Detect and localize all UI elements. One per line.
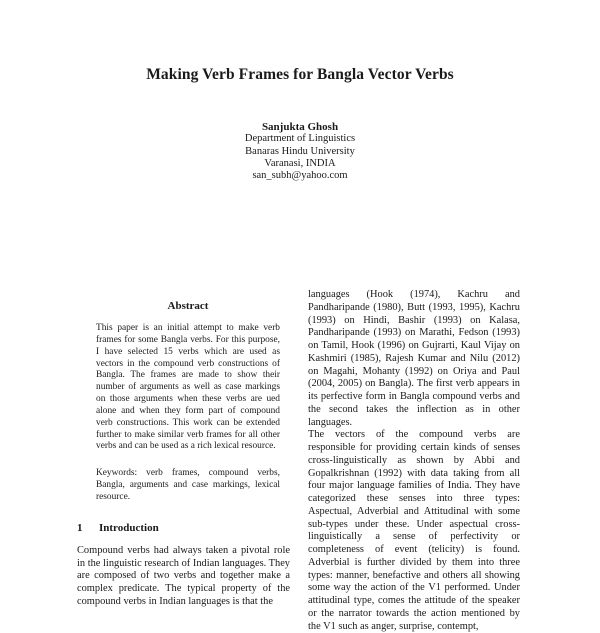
right-column-paragraph-1: languages (Hook (1974), Kachru and Pandharipande (1980), Butt (1993, 1995), Kachru (1993) on Hindi, Bashir (1993) on Kalasa, Pandharipande (1993) on Marathi, Fedson (1993) on Tamil, Hook (1996) on Gujrarti, Kaul Vijay on Kashmiri (1985), Rajesh Kumar and Nilu (2012) on Magahi, Mohanty (1992) on Oriya and Paul (2004, 2005) on Bangla). The first verb appears in its perfective form in Bangla compound verbs and the second takes the inflection as in other languages. (308, 289, 520, 428)
section-title: Introduction (99, 522, 159, 534)
section-number: 1 (77, 522, 83, 534)
abstract-keywords-block (96, 468, 280, 504)
right-column-paragraph-2: The vectors of the compound verbs are responsible for providing certain kinds of senses cross-linguistically as shown by Abbi and Gopalkrishnan (1992) with data taking from all four major language families of India. They have categorized these senses into three types: Aspectual, Adverbial and Attitudinal with some sub-types under these. Under aspectual cross-linguistically a sense of perfectivity or completeness of event (telicity) is found. Adverbial is further divided by them into three types: manner, benefactive and others all showing some way the action of the V1 performed. Under attitudinal type, comes the attitude of the speaker or the narrator towards the action mentioned by the V1 such as anger, surprise, contempt, (308, 429, 520, 632)
author-location: Varanasi, INDIA (264, 157, 336, 169)
abstract-keywords: Keywords: verb frames, compound verbs, Bangla, arguments and case markings, lexical resource. (96, 468, 280, 502)
section-heading-introduction (77, 522, 159, 534)
author-university: Banaras Hindu University (245, 145, 355, 157)
author-email: san_subh@yahoo.com (252, 170, 348, 182)
abstract-body (96, 323, 280, 453)
paper-title: Making Verb Frames for Bangla Vector Verbs (146, 66, 454, 83)
author-name: Sanjukta Ghosh (261, 121, 339, 133)
introduction-body: Compound verbs had always taken a pivotal role in the linguistic research of Indian languages. They are composed of two verbs and together make a complex predicate. The typical property of the compound verbs in Indian languages is that the (77, 545, 290, 607)
abstract-text: This paper is an initial attempt to make verb frames for some Bangla verbs. For this purpose, I have selected 15 verbs which are used as vectors in the compound verb constructions of Bangla. The frames are made to show their number of arguments as well as case markings on those arguments when these verbs are ued alone and when they form part of compound verb constructions. This work can be extended further to make similar verb frames for all other verbs and can be used as a rich lexical resource. (96, 323, 280, 452)
author-department: Department of Linguistics (244, 133, 356, 145)
author-block (0, 121, 600, 182)
abstract-heading: Abstract (167, 300, 209, 312)
right-column (308, 289, 520, 633)
